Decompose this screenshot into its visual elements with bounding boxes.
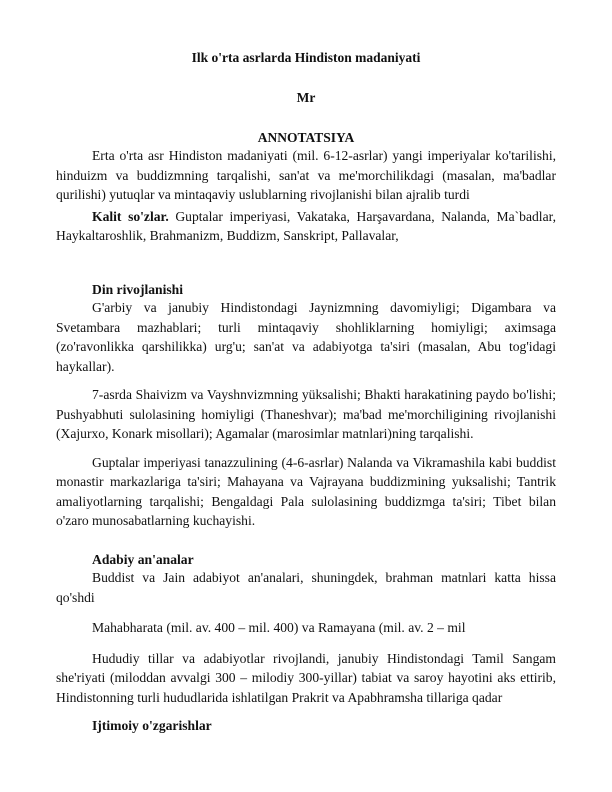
annotation-block	[56, 146, 556, 246]
annotation-text: Erta o'rta asr Hindiston madaniyati (mil. 6-12-asrlar) yangi imperiyalar ko'tarilishi, hinduizm va buddizmning tarqalishi, san'at va me'morchilikdagi (masalan, ma'badlar qurilishi) yutuqlar va mintaqaviy uslublarning rivojlanishi bilan ajralib turdi	[56, 148, 556, 202]
religion-paragraph-2: 7-asrda Shaivizm va Vayshnvizmning yüksalishi; Bhakti harakatining paydo bo'lishi; Pushyabhuti sulolasining homiyligi (Thaneshvar); ma'bad me'morchiligining rivojlanishi (Xajurxo, Konark misollari); Agamalar (marosimlar matnlari)ning tarqalishi.	[56, 387, 556, 441]
section-heading-literature: Adabiy an'analar	[92, 552, 194, 567]
religion-paragraph-3: Guptalar imperiyasi tanazzulining (4-6-asrlar) Nalanda va Vikramashila kabi buddist monastir markazlariga ta'siri; Mahayana va Vajrayana buddizmining yuksalishi; Tantrik amaliyotlarning tarqalishi; Bengaldagi Pala sulolasining buddizmga ta'siri; Tibet bilan o'zaro munosabatlarning kuchayishi.	[56, 454, 556, 528]
section-literature	[56, 568, 556, 707]
author-name: Mr	[296, 90, 316, 105]
keywords-label: Kalit so'zlar.	[92, 208, 169, 224]
literature-paragraph-3: Hududiy tillar va adabiyotlar rivojlandi, janubiy Hindistondagi Tamil Sangam she'riyati (miloddan avvalgi 300 – milodiy 300-yillar) tabiat va saroy hayotini aks ettirib, Hindistonning turli hududlarida ishlatilgan Prakrit va Apabhramsha tillariga qadar	[56, 650, 556, 705]
keywords-paragraph	[56, 207, 556, 246]
section-religion	[56, 298, 556, 531]
literature-paragraph-2: Mahabharata (mil. av. 400 – mil. 400) va Ramayana (mil. av. 2 – mil	[92, 620, 466, 635]
keywords-list: Guptalar imperiyasi, Vakataka, Harşavardana, Nalanda, Ma`badlar, Haykaltaroshlik, Brahmanizm, Buddizm, Sanskript, Pallavalar,	[56, 208, 556, 243]
section-heading-religion: Din rivojlanishi	[92, 282, 184, 297]
literature-paragraph-1: Buddist va Jain adabiyot an'analari, shuningdek, brahman matnlari katta hissa qo'shdi	[56, 570, 556, 605]
section-heading-social: Ijtimoiy o'zgarishlar	[92, 718, 212, 733]
annotation-heading: ANNOTATSIYA	[257, 130, 355, 145]
religion-paragraph-1: G'arbiy va janubiy Hindistondagi Jaynizmning davomiyligi; Digambara va Svetambara mazhablari; turli mintaqaviy shohliklarning homiyligi; aximsaga (zo'ravonlikka qarshilikka) urg'u; san'at va adabiyotga ta'siri (masalan, Abu tog'idagi haykallar).	[56, 300, 556, 374]
page-title: Ilk o'rta asrlarda Hindiston madaniyati	[191, 50, 421, 65]
